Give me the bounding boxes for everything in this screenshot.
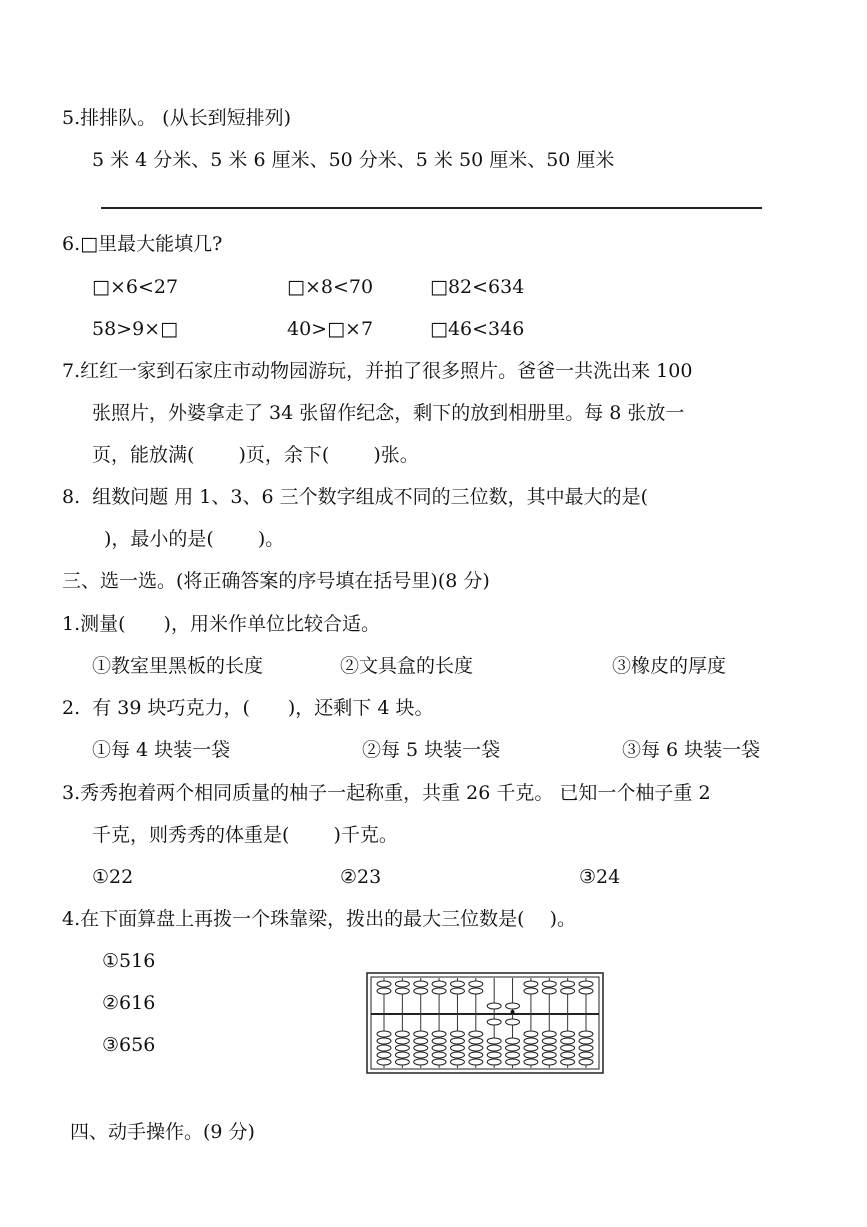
abacus-lower-bead	[542, 1052, 556, 1058]
abacus-lower-bead	[542, 1045, 556, 1051]
abacus-upper-bead	[542, 988, 556, 994]
abacus-lower-bead	[395, 1059, 409, 1065]
abacus-upper-bead	[487, 1003, 501, 1009]
abacus-upper-bead	[579, 988, 593, 994]
q7-line-2: 张照片，外婆拿走了 34 张留作纪念，剩下的放到相册里。每 8 张放一	[92, 402, 685, 424]
abacus-lower-bead	[450, 1059, 464, 1065]
q6-expr-3: □82<634	[430, 276, 525, 298]
abacus-lower-bead	[579, 1031, 593, 1037]
c3-option-2[interactable]: ②23	[340, 866, 382, 888]
abacus-lower-bead	[561, 1052, 575, 1058]
q7-line-1: 7.红红一家到石家庄市动物园游玩，并拍了很多照片。爸爸一共洗出来 100	[62, 360, 693, 382]
abacus-lower-bead	[432, 1038, 446, 1044]
abacus-lower-bead	[506, 1052, 520, 1058]
abacus-lower-bead	[432, 1031, 446, 1037]
abacus-upper-bead	[450, 981, 464, 987]
q6-title: 6.□里最大能填几?	[62, 233, 223, 255]
abacus-lower-bead	[395, 1031, 409, 1037]
abacus-lower-bead	[469, 1038, 483, 1044]
c3-option-3[interactable]: ③24	[579, 866, 621, 888]
abacus-lower-bead	[579, 1059, 593, 1065]
abacus-lower-bead	[469, 1045, 483, 1051]
abacus-upper-bead	[395, 981, 409, 987]
abacus-lower-bead	[561, 1038, 575, 1044]
abacus-lower-bead	[487, 1038, 501, 1044]
abacus-upper-bead	[524, 981, 538, 987]
q5-title: 5.排排队。 (从长到短排列)	[62, 107, 291, 129]
c1-option-3[interactable]: ③橡皮的厚度	[612, 655, 727, 677]
abacus-lower-bead	[524, 1052, 538, 1058]
abacus-lower-bead	[432, 1059, 446, 1065]
c4-stem: 4.在下面算盘上再拨一个珠靠梁，拨出的最大三位数是( )。	[62, 908, 576, 930]
c4-option-1[interactable]: ①516	[102, 950, 156, 972]
abacus-lower-bead	[469, 1031, 483, 1037]
c1-option-2[interactable]: ②文具盒的长度	[340, 655, 474, 677]
abacus-lower-bead	[450, 1052, 464, 1058]
abacus-lower-bead	[469, 1052, 483, 1058]
abacus-upper-bead	[432, 981, 446, 987]
abacus-upper-bead	[469, 988, 483, 994]
abacus-lower-bead	[506, 1045, 520, 1051]
abacus-lower-bead	[414, 1059, 428, 1065]
abacus-lower-bead	[414, 1045, 428, 1051]
q6-expr-5: 40>□×7	[287, 318, 374, 340]
c2-stem: 2. 有 39 块巧克力，( )，还剩下 4 块。	[62, 697, 434, 719]
q7-line-3: 页，能放满( )页，余下( )张。	[92, 444, 419, 466]
q6-expr-1: □×6<27	[92, 276, 179, 298]
c2-option-3[interactable]: ③每 6 块装一袋	[622, 739, 761, 761]
c2-option-2[interactable]: ②每 5 块装一袋	[362, 739, 501, 761]
q8-line-2: )，最小的是( )。	[104, 528, 285, 550]
abacus-lower-bead	[561, 1031, 575, 1037]
q6-expr-2: □×8<70	[287, 276, 374, 298]
abacus-lower-bead	[450, 1031, 464, 1037]
abacus-upper-bead	[469, 981, 483, 987]
section-3-title: 三、选一选。(将正确答案的序号填在括号里)(8 分)	[62, 570, 490, 592]
abacus-lower-bead	[561, 1045, 575, 1051]
abacus-upper-bead	[524, 988, 538, 994]
c3-line-1: 3.秀秀抱着两个相同质量的柚子一起称重，共重 26 千克。 已知一个柚子重 2	[62, 782, 711, 804]
c2-option-1[interactable]: ①每 4 块装一袋	[92, 739, 231, 761]
c4-option-2[interactable]: ②616	[102, 992, 156, 1014]
abacus-lower-bead	[579, 1045, 593, 1051]
abacus-lower-bead	[414, 1031, 428, 1037]
c3-line-2: 千克，则秀秀的体重是( )千克。	[92, 824, 398, 846]
abacus-upper-bead	[450, 988, 464, 994]
c1-stem: 1.测量( )，用米作单位比较合适。	[62, 613, 380, 635]
abacus-lower-bead	[524, 1038, 538, 1044]
abacus-lower-bead	[395, 1045, 409, 1051]
abacus-upper-bead	[377, 988, 391, 994]
c1-option-1[interactable]: ①教室里黑板的长度	[92, 655, 264, 677]
abacus-lower-bead	[487, 1019, 501, 1025]
abacus-lower-bead	[395, 1052, 409, 1058]
c4-option-3[interactable]: ③656	[102, 1034, 156, 1056]
q5-answer-line[interactable]	[101, 207, 762, 209]
abacus-lower-bead	[506, 1059, 520, 1065]
abacus-unit-dot	[511, 1010, 515, 1014]
abacus-figure	[366, 972, 604, 1074]
abacus-lower-bead	[506, 1038, 520, 1044]
abacus-lower-bead	[414, 1052, 428, 1058]
section-4-title: 四、动手操作。(9 分)	[70, 1121, 255, 1143]
abacus-upper-bead	[414, 988, 428, 994]
abacus-lower-bead	[432, 1052, 446, 1058]
q6-expr-6: □46<346	[430, 318, 525, 340]
abacus-lower-bead	[469, 1059, 483, 1065]
abacus-upper-bead	[579, 981, 593, 987]
abacus-lower-bead	[487, 1052, 501, 1058]
abacus-upper-bead	[432, 988, 446, 994]
abacus-upper-bead	[561, 981, 575, 987]
abacus-lower-bead	[377, 1038, 391, 1044]
q5-items: 5 米 4 分米、5 米 6 厘米、50 分米、5 米 50 厘米、50 厘米	[92, 149, 615, 171]
abacus-upper-bead	[395, 988, 409, 994]
abacus-lower-bead	[524, 1059, 538, 1065]
abacus-upper-bead	[561, 988, 575, 994]
q8-line-1: 8. 组数问题 用 1、3、6 三个数字组成不同的三位数，其中最大的是(	[62, 486, 649, 508]
abacus-lower-bead	[487, 1045, 501, 1051]
abacus-lower-bead	[450, 1038, 464, 1044]
abacus-lower-bead	[377, 1052, 391, 1058]
abacus-lower-bead	[542, 1059, 556, 1065]
abacus-lower-bead	[561, 1059, 575, 1065]
q6-expr-4: 58>9×□	[92, 318, 179, 340]
abacus-lower-bead	[377, 1059, 391, 1065]
abacus-upper-bead	[542, 981, 556, 987]
abacus-lower-bead	[414, 1038, 428, 1044]
abacus-lower-bead	[487, 1059, 501, 1065]
c3-option-1[interactable]: ①22	[92, 866, 134, 888]
abacus-lower-bead	[524, 1045, 538, 1051]
abacus-upper-bead	[377, 981, 391, 987]
abacus-lower-bead	[377, 1031, 391, 1037]
abacus-lower-bead	[450, 1045, 464, 1051]
abacus-lower-bead	[579, 1052, 593, 1058]
abacus-lower-bead	[542, 1031, 556, 1037]
abacus-lower-bead	[524, 1031, 538, 1037]
abacus-upper-bead	[414, 981, 428, 987]
abacus-lower-bead	[395, 1038, 409, 1044]
abacus-lower-bead	[579, 1038, 593, 1044]
abacus-lower-bead	[432, 1045, 446, 1051]
abacus-lower-bead	[377, 1045, 391, 1051]
abacus-lower-bead	[542, 1038, 556, 1044]
abacus-upper-bead	[506, 1003, 520, 1009]
abacus-lower-bead	[506, 1019, 520, 1025]
